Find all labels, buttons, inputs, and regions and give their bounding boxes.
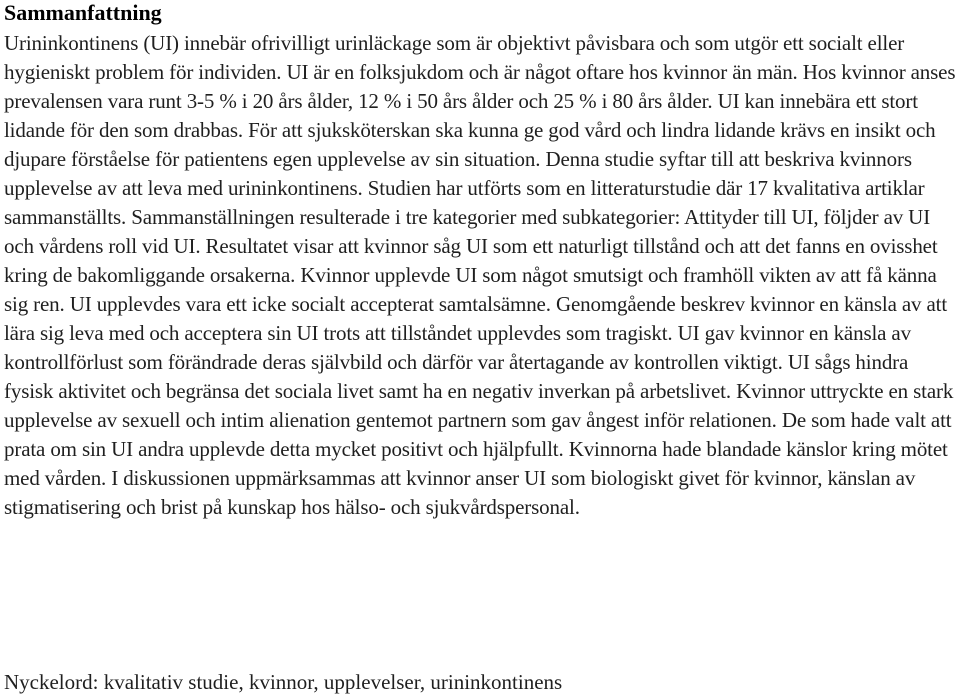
abstract-sentence: UI kan innebära ett stort lidande för den som drabbas. (4, 89, 918, 142)
abstract-sentence: Kvinnorna hade blandade känslor kring mötet med vården. (4, 437, 948, 490)
abstract-sentence: UI sågs hindra fysisk aktivitet och begränsa det sociala livet samt ha en negativ inverkan på arbetslivet. (4, 350, 909, 403)
abstract-sentence: Studien har utförts som en litteraturstudie där 17 kvalitativa artiklar sammanställts. (4, 176, 925, 229)
abstract-sentence: Urininkontinens (UI) innebär ofrivilligt urinläckage som är objektivt påvisbara och som utgör ett socialt eller hygieniskt problem för individen. (4, 31, 905, 84)
abstract-paragraph (4, 29, 960, 522)
keywords-line: Nyckelord: kvalitativ studie, kvinnor, upplevelser, urininkontinens (4, 670, 563, 694)
section-heading: Sammanfattning (4, 0, 162, 25)
abstract-sentence: De som hade valt att prata om sin UI andra upplevde detta mycket positivt och hjälpfullt. (4, 408, 952, 461)
abstract-sentence: UI gav kvinnor en känsla av kontrollförlust som förändrade deras självbild och därför var återtagande av kontrollen viktigt. (4, 321, 911, 374)
abstract-sentence: För att sjuksköterskan ska kunna ge god vård och lindra lidande krävs en insikt och djupare förståelse för patientens egen upplevelse av sin situation. (4, 118, 936, 171)
abstract-sentence: Genomgående beskrev kvinnor en känsla av att lära sig leva med och acceptera sin UI trots att tillståndet upplevdes som tragiskt. (4, 292, 948, 345)
abstract-sentence: I diskussionen uppmärksammas att kvinnor anser UI som biologiskt givet för kvinnor, känslan av stigmatisering och brist på kunskap hos hälso- och sjukvårdspersonal. (4, 466, 916, 519)
abstract-sentence: Sammanställningen resulterade i tre kategorier med subkategorier: Attityder till UI, följder av UI och vårdens roll vid UI. (4, 205, 931, 258)
abstract-sentence: Resultatet visar att kvinnor såg UI som ett naturligt tillstånd och att det fanns en ovisshet kring de bakomliggande orsakerna. (4, 234, 938, 287)
abstract-sentence: Hos kvinnor anses prevalensen vara runt 3-5 % i 20 års ålder, 12 % i 50 års ålder och 25 % i 80 års ålder. (4, 60, 956, 113)
abstract-sentence: Kvinnor upplevde UI som något smutsigt och framhöll vikten av att få känna sig ren. (4, 263, 937, 316)
abstract-sentence: Denna studie syftar till att beskriva kvinnors upplevelse av att leva med urininkontinens. (4, 147, 912, 200)
abstract-sentence: Kvinnor uttryckte en stark upplevelse av sexuell och intim alienation gentemot partnern som gav ångest inför relationen. (4, 379, 954, 432)
abstract-sentence: UI är en folksjukdom och är något oftare hos kvinnor än män. (286, 60, 798, 84)
abstract-sentence: UI upplevdes vara ett icke socialt accepterat samtalsämne. (69, 292, 551, 316)
